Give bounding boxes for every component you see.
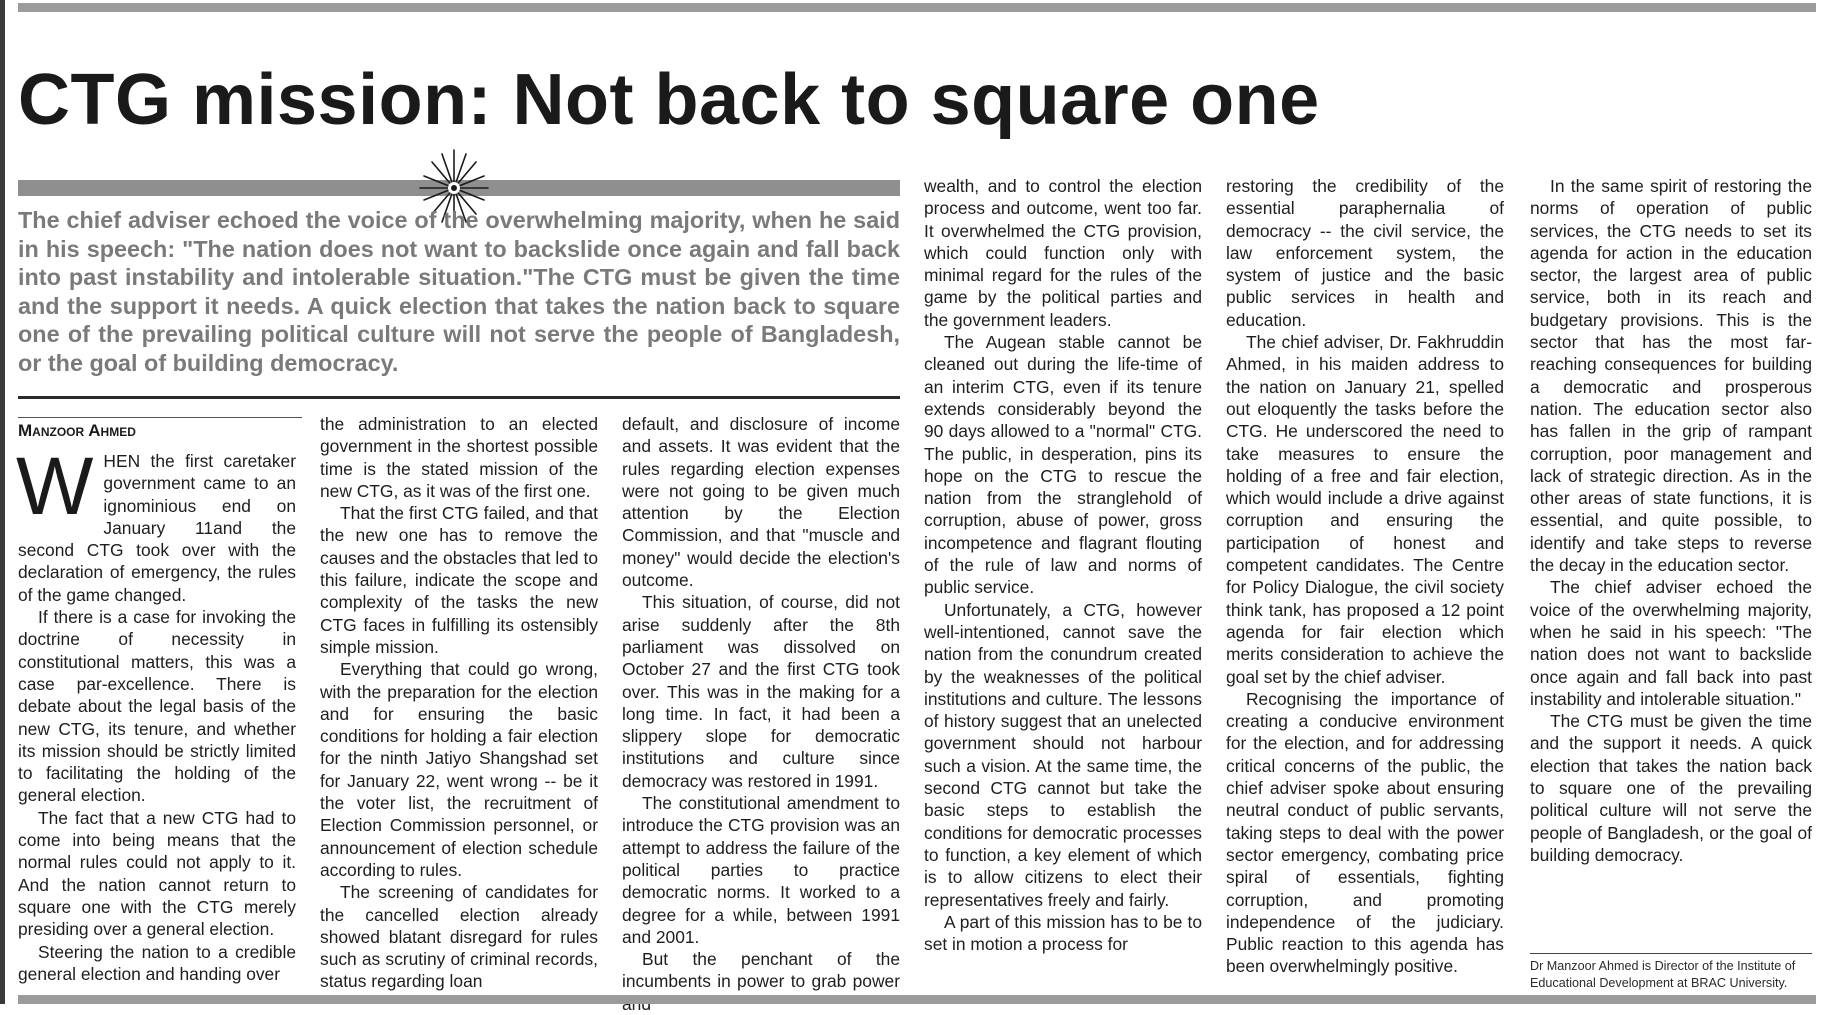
paragraph: A part of this mission has to be to set in motion a process for: [924, 911, 1202, 955]
paragraph: Unfortunately, a CTG, however well-intentioned, cannot save the nation from the conundrum created by the weaknesses of the political institutions and culture. The lessons of history suggest that an unelected government should not harbour such a vision. At the same time, the second CTG cannot but take the basic steps to establish the conditions for democratic processes to function, a key element of which is to allow citizens to elect their representatives freely and fairly.: [924, 599, 1202, 910]
byline-rule: [18, 417, 302, 418]
body-column-6: [1530, 175, 1812, 955]
byline: Manzoor Ahmed: [18, 421, 136, 440]
paragraph: Recognising the importance of creating a conducive environment for the election, and for addressing critical concerns of the public, the chief adviser spoke about ensuring neutral conduct of public servants, taking steps to deal with the power sector emergency, combating price spiral of essentials, fighting corruption, and promoting independence of the judiciary. Public reaction to this agenda has been overwhelmingly positive.: [1226, 688, 1504, 977]
headline: CTG mission: Not back to square one: [18, 60, 1320, 140]
author-note-rule: [1530, 953, 1812, 954]
drop-cap: W: [16, 441, 94, 532]
paragraph: [16, 441, 296, 606]
paragraph: If there is a case for invoking the doctrine of necessity in constitutional matters, this was a case par-excellence. There is debate about the legal basis of the new CTG, its tenure, and whether its mission should be strictly limited to facilitating the holding of the general election.: [18, 607, 296, 806]
paragraph-text: HEN the first caretaker government came to an ignominious end on January 11and the second CTG took over with the declaration of emergency, the rules of the game changed.: [18, 451, 296, 605]
paragraph: wealth, and to control the election process and outcome, went too far. It overwhelmed the CTG provision, which could function only with minimal regard for the rules of the game by the political parties and the government leaders.: [924, 176, 1202, 330]
body-column-3: [622, 413, 900, 995]
paragraph: The fact that a new CTG had to come into being means that the normal rules could not apply to it. And the nation cannot return to square one with the CTG merely presiding over a general election.: [18, 807, 296, 940]
body-column-4: [924, 175, 1202, 995]
paragraph: The constitutional amendment to introduce the CTG provision was an attempt to address the failure of the political parties to practice democratic norms. It worked to a degree for a while, between 1991 and 2001.: [622, 793, 900, 947]
paragraph: The Augean stable cannot be cleaned out during the life-time of an interim CTG, even if its tenure extends considerably beyond the 90 days allowed to a "normal" CTG. The public, in desperation, pins its hope on the CTG to rescue the nation from the stranglehold of corruption, abuse of power, gross incompetence and flagrant flouting of the rule of law and norms of public service.: [924, 332, 1202, 598]
body-column-5: [1226, 175, 1504, 995]
paragraph: The chief adviser echoed the voice of the overwhelming majority, when he said in his speech: "The nation does not want to backslide once again and fall back into past instability and intolerable situation.": [1530, 577, 1812, 709]
author-note: Dr Manzoor Ahmed is Director of the Institute of Educational Development at BRAC University.: [1530, 959, 1796, 990]
body-column-1: [16, 441, 296, 995]
paragraph: But the penchant of the incumbents in power to grab power: [622, 949, 900, 992]
body-column-2: [320, 413, 598, 995]
paragraph: This situation, of course, did not arise suddenly after the 8th parliament was dissolved on October 27 and the first CTG took over. This was in the making for a long time. In fact, it had been a slippery slope for democratic institutions and culture since democracy was restored in 1991.: [622, 592, 900, 791]
paragraph: That the first CTG failed, and that the new one has to remove the causes and the obstacles that led to this failure, indicate the scope and complexity of the tasks the new CTG faces in fulfilling its ostensibly simple mission.: [320, 503, 598, 657]
paragraph: Everything that could go wrong, with the preparation for the election and for ensuring the basic conditions for holding a fair election for the ninth Jatiyo Shangshad set for January 22, went wrong -- be it the voter list, the recruitment of Election Commission personnel, or announcement of election schedule according to rules.: [320, 659, 598, 880]
paragraph: The chief adviser, Dr. Fakhruddin Ahmed, in his maiden address to the nation on January 21, spelled out eloquently the tasks before the CTG. He underscored the need to take measures to ensure the holding of a free and fair election, which would include a drive against corruption and ensuring the participation of honest and competent candidates. The Centre for Policy Dialogue, the civil society think tank, has proposed a 12 point agenda for fair election which merits consideration to achieve the goal set by the chief adviser.: [1226, 332, 1504, 687]
paragraph: The screening of candidates for the cancelled election already showed blatant disregard for rules such as scrutiny of criminal records, status regarding loan: [320, 882, 598, 992]
paragraph: restoring the credibility of the essential paraphernalia of democracy -- the civil service, the law enforcement system, the system of justice and the basic public services in health and education.: [1226, 176, 1504, 330]
paragraph: Steering the nation to a credible general election and handing over: [18, 941, 296, 984]
page-frame-left: [0, 0, 5, 1004]
deck-rule: [18, 396, 900, 399]
top-rule: [18, 3, 1816, 12]
paragraph: default, and disclosure of income and assets. It was evident that the rules regarding election expenses were not going to be given much attention by the Election Commission, and that "muscle and money" would decide the election's outcome.: [622, 414, 900, 591]
article-deck: The chief adviser echoed the voice of the overwhelming majority, when he said in his speech: "The nation does not want to backslide once again and fall back into past instability and intolerable situation."The CTG must be given the time and the support it needs. A quick election that takes the nation back to square one of the prevailing political culture will not serve the people of Bangladesh, or the goal of building democracy.: [18, 207, 900, 376]
paragraph: In the same spirit of restoring the norms of operation of public services, the CTG needs to set its agenda for action in the education sector, the largest area of public service, both in its reach and budgetary provisions. This is the sector that has the most far-reaching consequences for building a democratic and prosperous nation. The education sector also has fallen in the grip of rampant corruption, poor management and lack of strategic direction. As in the other areas of state functions, it is essential, and quite possible, to identify and take steps to reverse the decay in the education sector.: [1530, 176, 1812, 576]
paragraph: the administration to an elected government in the shortest possible time is the stated mission of the new CTG, as it was of the first one.: [320, 414, 598, 501]
paragraph: The CTG must be given the time and the support it needs. A quick election that takes the nation back to square one of the prevailing political culture will not serve the people of Bangladesh, or the goal of building democracy.: [1530, 711, 1812, 865]
bottom-rule: [18, 995, 1816, 1004]
